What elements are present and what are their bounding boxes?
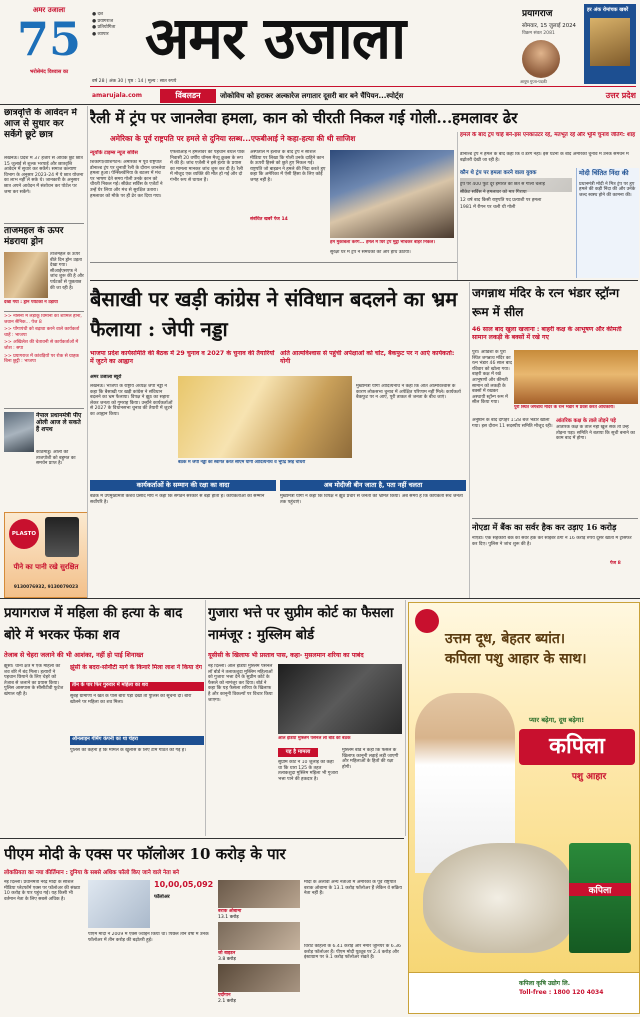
index-item[interactable]: ● प्रयागराज xyxy=(92,18,114,24)
taj-text: ताजमहल के ऊपर बीते दिन ड्रोन उड़ता देखा गया। सीआईएसएफ ने जांच शुरू की है और पर्यटकों से पूछताछ की जा रही है। xyxy=(50,252,84,291)
modi-counter: 10,00,05,092 xyxy=(154,880,214,889)
kapila-footer xyxy=(409,972,639,1013)
date-line: सोमवार, 15 जुलाई 2024 xyxy=(522,23,576,29)
prayag-sub: तेजाब से चेहरा जलाने की भी आशंका, नहीं हो पाई शिनाख्त xyxy=(4,651,144,659)
brief-item[interactable]: >> अखिलेश की चेतावनी से कार्यकर्ताओं में जोश : सपा xyxy=(4,340,79,351)
gujara-caption: ऑल इंडिया मुस्लिम पर्सनल लॉ बोर्ड की बैठक xyxy=(278,736,351,741)
modi-text: नई दिल्ली। प्रधानमंत्री नरेंद्र मोदी के सोशल मीडिया प्लेटफॉर्म एक्स पर फॉलोअर की संख्या 10 करोड़ के पार पहुंच गई। यह किसी भी वर्तमान नेता के लिए सबसे अधिक है। xyxy=(4,880,81,902)
prayag-box-sub2: ऑनलाइन गेमिंग कंपनी का था चेहरा xyxy=(70,736,204,745)
index-item[interactable]: ● व्यापार xyxy=(92,31,109,37)
newspaper-title: अमर उजाला xyxy=(145,4,406,72)
nadda-strip2: अब मोदीजी बीन जाता है, पता नहीं चलता xyxy=(280,480,466,491)
gujara-text: नई दिल्ली। ऑल इंडिया मुस्लिम पर्सनल लॉ बोर्ड ने तलाकशुदा मुस्लिम महिलाओं को गुजारा भत्ता देने के सुप्रीम कोर्ट के फैसले को नामंजूर कर दिया। बोर्ड ने कहा कि यह फैसला शरिया के खिलाफ है और कानूनी विकल्पों पर विचार किया जाएगा। xyxy=(208,664,273,703)
nadda-text2: मुख्यमंत्री योगी आदित्यनाथ ने कहा कि अति आत्मविश्वास के कारण लोकसभा चुनाव में अपेक्षित परिणाम नहीं मिले। कार्यकर्ता बैकफुट पर न आएं, पूरी ताकत से जनता के बीच जाएं। xyxy=(356,384,461,401)
jagannath-photo xyxy=(514,350,638,404)
nepal-headline: नेपाल प्रधानमंत्री पीए ओली आज ले सकते हैं शपथ xyxy=(36,412,82,433)
modi-counter-label: फॉलोअर xyxy=(154,894,170,900)
prayag-text: झूंसी। थाना क्षेत्र में एक महिला का शव बोरे में बंद मिला। हत्यारों ने पहचान छिपाने के लिए चेहरे को तेजाब से जलाने का प्रयास किया। पुलिस आसपास के सीसीटीवी फुटेज खंगाल रही है। xyxy=(4,664,64,697)
anniversary-logo xyxy=(8,6,90,88)
nadda-strip1: कार्यकर्ताओं के सम्मान की रक्षा का वादा xyxy=(90,480,276,491)
oli-photo xyxy=(4,412,34,452)
samvat-line: विक्रम संवत 2081 xyxy=(522,31,555,36)
issue-line: वर्ष 28 | अंक 30 | पृष्ठ : 14 | मूल्य : सात रुपये xyxy=(92,79,177,84)
gujara-headline: गुजारा भत्ते पर सुप्रीम कोर्ट का फैसला नामंजूर : मुस्लिम बोर्ड xyxy=(208,605,394,643)
fact-item: ट्रंप पर 400 फुट दूर इमारत की छत से गोली चलाई xyxy=(460,182,545,187)
noida-more[interactable]: पेज 8 xyxy=(610,561,621,566)
leader-name: एर्दोगान xyxy=(218,993,231,998)
nadda-byline: अमर उजाला ब्यूरो xyxy=(90,375,122,380)
prayag-headline: प्रयागराज में महिला की हत्या के बाद बोरे में भरकर फेंका शव xyxy=(4,605,183,643)
right-top-headline: हमले के बाद ट्रंप चाहें बने-इस एनकाउंटर रहें, मतभूत रहें और भूमि चुनाव जीतेंगे: शाह xyxy=(460,132,636,138)
kapila-logo xyxy=(415,609,439,633)
leader-photo xyxy=(218,922,300,950)
plasto-ad xyxy=(4,512,88,598)
anniv-number: 75 xyxy=(16,12,81,66)
plasto-brand: PLASTO xyxy=(9,519,39,549)
leader-count: 13.1 करोड़ xyxy=(218,915,239,920)
prayag-box-text: सुबह ग्रामीणों ने खेत के पास बोरा पड़ा देखा तो पुलिस को सूचना दी। बोरा खोलने पर महिला का शव मिला। xyxy=(70,694,192,705)
leader-count: 3.8 करोड़ xyxy=(218,957,236,962)
noida-text: नोएडा। एक सहकारी बैंक का सर्वर हैक कर साइबर ठगों ने 16 करोड़ रुपये दूसरे खातों में ट्रांसफर कर दिए। पुलिस ने जांच शुरू की है। xyxy=(472,536,632,547)
website-label[interactable]: amarujala.com xyxy=(92,92,143,99)
fact-item: 1981 में रीगन पर चली थी गोली xyxy=(460,205,516,211)
right-top-text: डोनाल्ड ट्रंप ने हमले के बाद कहा कि वे डरेंगे नहीं। इस घटना के बाद अमेरिकी चुनाव में उनके समर्थन में बढ़ोतरी देखी जा रही है। xyxy=(460,152,629,163)
anniv-tagline: भरोसेमंद विश्वास का xyxy=(29,69,69,75)
ticker-text[interactable]: जोकोविच को हराकर अल्कारेज लगातार दूसरी बार बने चैंपियन...स्पोर्ट्स xyxy=(220,92,404,100)
leader-name: जो बाइडन xyxy=(218,951,236,956)
kapila-company: कपिला कृषि उद्योग लि. xyxy=(519,980,570,987)
kapila-bag xyxy=(569,843,631,953)
leader-photo xyxy=(218,964,300,992)
noida-headline: नोएडा में बैंक का सर्वर हैक कर उड़ाए 16 करोड़ xyxy=(472,522,617,532)
leader-photo xyxy=(218,880,300,908)
modi-right-text2: विराट कोहली के 6.41 करोड़ और नेमार जूनियर के 6.36 करोड़ फॉलोअर हैं। पीएम मोदी यूट्यूब पर 2.4 करोड़ और इंस्टाग्राम पर 9.1 करोड़ फॉलोअर रखते हैं। xyxy=(304,944,401,961)
modi-box-text: प्रधानमंत्री मोदी ने मित्र ट्रंप पर हुए हमले की कड़ी निंदा की और उनके जल्द स्वस्थ होने की कामना की। xyxy=(579,181,636,198)
kapila-tagline2: कपिला पशु आहार के साथ। xyxy=(445,651,587,667)
jagannath-sub: 46 साल बाद खुला खजाना : बाहरी कक्ष के आभूषण और कीमती सामान लकड़ी के बक्सों में रखे गए xyxy=(472,326,622,341)
gujara-box-text: सुप्रीम कोर्ट ने 10 जुलाई को कहा था कि धारा 125 के तहत तलाकशुदा मुस्लिम महिला भी गुजारा भत्ता पाने की हकदार है। xyxy=(278,760,338,782)
plasto-line: पीने का पानी रखे सुरक्षित xyxy=(13,563,79,571)
nadda-caption: बैठक में जेपी नड्डा का स्वागत करते सीएम योगी आदित्यनाथ व भूपेंद्र सिंह चौधरी xyxy=(178,460,306,465)
prayag-box-head: झूंसी के बदरा-सोनौटी मार्ग के किनारे मिला लाश ने किया दंग xyxy=(70,664,202,671)
nadda-sub2: अति आत्मविश्वास से पहुंची अपेक्षाओं को चोट, बैकफुट पर न आएं कार्यकर्ता: योगी xyxy=(280,350,455,365)
trump-caption-more: सुरक्षा घेरे में ट्रंप ने समर्थकों की ओर हाथ उठाया। xyxy=(330,250,411,255)
nadda-text1: लखनऊ। भाजपा के राष्ट्रीय अध्यक्ष जेपी नड्डा ने कहा कि बैसाखी पर खड़ी कांग्रेस ने संविधान बदलने का भ्रम फैलाया। विपक्ष ने झूठ का सहारा लेकर जनता को गुमराह किया। उन्होंने कार्यकर्ताओं से 2027 के विधानसभा चुनाव की तैयारी में जुटने का आह्वान किया। xyxy=(90,384,173,417)
gujara-box-text2: मुस्लिम बोर्ड ने कहा कि फैसले के खिलाफ कानूनी लड़ाई लड़ी जाएगी और महिलाओं के हितों की रक्षा होगी। xyxy=(342,748,399,770)
jagannath-headline: जगन्नाथ मंदिर के रत्न भंडार स्ट्रॉन्ग रूम में सील xyxy=(472,286,620,319)
kapila-tagline1: उत्तम दूध, बेहतर ब्यांत। xyxy=(445,631,566,647)
index-list xyxy=(92,12,140,54)
anniv-name: अमर उजाला xyxy=(32,6,66,14)
cover-name: आयुष गुप्ता-पदकी xyxy=(520,79,547,84)
jagannath-text: पुरी। ओडिशा के पुरी स्थित जगन्नाथ मंदिर का रत्न भंडार 46 साल बाद रविवार को खोला गया। बाहरी कक्ष में रखे आभूषणों और कीमती सामान को लकड़ी के बक्सों में रखकर अस्थायी स्ट्रॉन्ग रूम में सील किया गया। xyxy=(472,350,512,406)
nadda-strip-text2: मुख्यमंत्री योगी ने कहा कि विपक्ष ने झूठे प्रचार से जनता को भ्रमित किया। अब समय है कि कार्यकर्ता सच जनता तक पहुंचाएं। xyxy=(280,494,463,505)
modi-sub: लोकप्रियता का नया कीर्तिमान : दुनिया के सबसे अधिक फॉलो किए जाने वाले नेता बने xyxy=(4,870,180,876)
kapila-cow xyxy=(423,843,573,953)
ticker-label[interactable]: विंबलडन xyxy=(160,89,216,103)
gujara-sub: यूसीसी के खिलाफ भी प्रस्ताव पास, कहा- मुसलमान शरिया का पाबंद xyxy=(208,652,364,659)
fact-item: 12 वर्ष बाद किसी राष्ट्रपति पद प्रत्याशी पर हमला xyxy=(460,197,542,203)
taj-headline: ताजमहल के ऊपर मंडराया ड्रोन xyxy=(4,226,64,247)
modi-box xyxy=(576,168,639,278)
trump-photo xyxy=(330,150,454,238)
trump-caption: हम मुकाबला करेंगे... हमले में घिरे ट्रंप मुट्ठी भींचकर बाहर निकले। xyxy=(330,240,435,245)
leader-name: बराक ओबामा xyxy=(218,909,242,914)
leader-count: 2.1 करोड़ xyxy=(218,999,236,1004)
kapila-ad xyxy=(408,602,640,1014)
modi-headline: पीएम मोदी के एक्स पर फॉलोअर 10 करोड़ के पार xyxy=(4,845,286,863)
fact-list xyxy=(460,182,572,244)
scholarship-text: लखनऊ। प्रदेश में 37 हजार से अधिक छूटे छात्र 15 जुलाई से शुल्क भरपाई और छात्रवृत्ति आवेदन में सुधार कर सकेंगे। समाज कल्याण विभाग के अनुसार 2023-24 में ये छात्र योजना का लाभ नहीं ले सके थे। जानकारी के अनुसार छात्र अपने आवेदन में संशोधन कर पोर्टल पर जमा कर सकेंगे। xyxy=(4,156,84,195)
side-promo xyxy=(584,4,636,84)
gujara-box-head: यह है मामला xyxy=(278,748,318,757)
jagannath-box-text: आंतरिक कक्ष के ताले नहीं खुल सके तो उन्हें तोड़ना पड़ा। समिति ने बताया कि सूची बनाने का काम बाद में होगा। xyxy=(556,425,635,442)
plasto-phone: 9130076932, 9130079023 xyxy=(13,585,79,590)
leader-grid xyxy=(218,880,300,1012)
jagannath-more-text: अनुष्ठान के बाद दोपहर 1:28 बजे भंडार खोला गया। इस दौरान 11 सदस्यीय समिति मौजूद रही। xyxy=(472,418,553,429)
nepal-text: काठमांडू। ओली की ताजपोशी को बहुमत का समर्थन प्राप्त है। xyxy=(36,450,76,467)
fact-item: सीक्रेट सर्विस ने हमलावर को मार गिराया xyxy=(460,189,527,195)
modi-x-card xyxy=(88,880,150,928)
taj-photo xyxy=(4,252,48,298)
index-item[interactable]: ● देश xyxy=(92,12,104,17)
taj-caption: देखा गया : ड्रोन पर्यटकों ने उड़ाया xyxy=(4,300,58,305)
kapila-brand: कपिला xyxy=(519,729,635,765)
index-item[interactable]: ● प्रतियोगिता xyxy=(92,25,116,30)
brief-item[interactable]: >> नौसेना में लड़ाकू विमानों का शामिल होना, जवान सैनिक... पेज 8 xyxy=(4,314,82,325)
jagannath-box-head: आंतरिक कक्ष के ताले तोड़ने पड़े xyxy=(556,418,616,424)
kapila-tollfree: Toll-free : 1800 120 4034 xyxy=(519,989,604,996)
modi-mid-text: पीएम मोदी ने 2009 में एक्स ज्वाइन किया था। पिछले तीन वर्षों में उनके फॉलोअर में तीन करोड़ की बढ़ोतरी हुई। xyxy=(88,932,209,943)
city-name: प्रयागराज xyxy=(522,9,553,19)
lead-source: न्यूयॉर्क टाइम्स न्यूज सर्विस xyxy=(90,150,138,156)
kapila-brand-sub: पशु आहार xyxy=(571,772,607,782)
gujara-photo xyxy=(278,664,402,734)
modi-right-text: मोदी के अलावा अन्य नेताओं में अमेरिका के पूर्व राष्ट्रपति बराक ओबामा के 13.1 करोड़ फॉलोअर हैं लेकिन वे सक्रिय नेता नहीं हैं। xyxy=(304,880,402,897)
scholarship-headline: छात्रवृत्ति के आवेदन में आज से सुधार कर सकेंगे छूटे छात्र xyxy=(4,108,77,140)
kapila-bag-label: कपिला xyxy=(569,883,631,896)
promo-text: हर अंक रोमांचक खबरें xyxy=(587,7,629,13)
lead-more-link[interactable]: संबंधित खबरें पेज 14 xyxy=(250,217,288,222)
nadda-photo xyxy=(178,376,352,458)
nadda-sub1: भाजपा प्रदेश कार्यसमिति की बैठक में 29 चुनाव व 2027 के चुनाव की तैयारियों में जुटने का आह्वान xyxy=(90,350,275,365)
jagannath-caption: पुरी स्थित जगन्नाथ मंदिर के रत्न भंडार में प्रवेश करते अधिकारी। xyxy=(514,405,615,410)
lead-col2: एफबीआई ने हमलावर की पहचान बेथल पार्क निवासी 20 वर्षीय थॉमस मैथ्यू क्रुक्स के रूप में की है। जांच एजेंसी ने इसे हत्या के प्रयास का मामला मानकर जांच शुरू कर दी है। रैली में मौजूद एक व्यक्ति की मौत हो गई और दो गंभीर रूप से घायल हैं। xyxy=(170,150,245,183)
prayag-box-sub: तीन के पार फिर गुरुवार में महिला का शव xyxy=(70,682,204,691)
lead-subhead: अमेरिका के पूर्व राष्ट्रपति पर हमले से दुनिया स्तब्ध...एफबीआई ने कहा-हत्या की थी साजिश xyxy=(110,134,356,143)
modi-box-head: मोदी चिंतित निंदा की xyxy=(579,169,629,177)
kapila-note: प्यार बढ़ेगा, दूध बढ़ेगा! xyxy=(529,716,585,724)
prayag-box-text2: पुलिस का कहना है कि मामले के खुलासे के लिए टीमें गठित की गई हैं। xyxy=(70,748,186,753)
brief-item[interactable]: >> प्रयागराज में कांवड़ियों पर रोक से ग्राहक बिना छुट्टी : भाजपा xyxy=(4,353,79,365)
lead-headline: रैली में ट्रंप पर जानलेवा हमला, कान को चीरती निकल गई गोली...हमलावर ढेर xyxy=(90,109,518,127)
lead-col3: अस्पताल में इलाज के बाद ट्रंप ने सोशल मीडिया पर लिखा कि गोली उनके दाहिने कान के ऊपरी हिस्से को छूते हुए निकल गई। राष्ट्रपति जो बाइडन ने हमले की निंदा करते हुए कहा कि अमेरिका में ऐसी हिंसा के लिए कोई जगह नहीं है। xyxy=(250,150,326,183)
lead-col1: शिकागो/वाशिंगटन। अमेरिका में पूर्व राष्ट्रपति डोनाल्ड ट्रंप पर चुनावी रैली के दौरान जानलेवा हमला हुआ। पेन्सिलवेनिया के बटलर में मंच पर भाषण देते समय गोली उनके कान को चीरती निकल गई। सीक्रेट सर्विस के एजेंटों ने उन्हें घेर लिया और मंच से सुरक्षित उतारा। हमलावर को मौके पर ही ढेर कर दिया गया। xyxy=(90,160,166,199)
brief-item[interactable]: >> पोंगापंथी को बढ़ावा करने वाले कार्यकर्ता चाहें : भाजपा xyxy=(4,327,80,338)
right-top-box-head: कौन थे ट्रंप पर हमला करने वाला युवक xyxy=(460,170,537,176)
brief-list xyxy=(4,314,84,406)
cover-photo xyxy=(522,40,560,78)
state-label[interactable]: उत्तर प्रदेश xyxy=(605,91,636,100)
nadda-strip-text: बैठक में उपमुख्यमंत्री केशव प्रसाद मौर्य ने कहा कि संगठन सरकार से बड़ा होता है। कार्यकर्ताओं का सम्मान सर्वोपरि है। xyxy=(90,494,265,505)
nadda-headline: बैसाखी पर खड़ी कांग्रेस ने संविधान बदलने का भ्रम फैलाया : जेपी नड्डा xyxy=(90,287,458,341)
